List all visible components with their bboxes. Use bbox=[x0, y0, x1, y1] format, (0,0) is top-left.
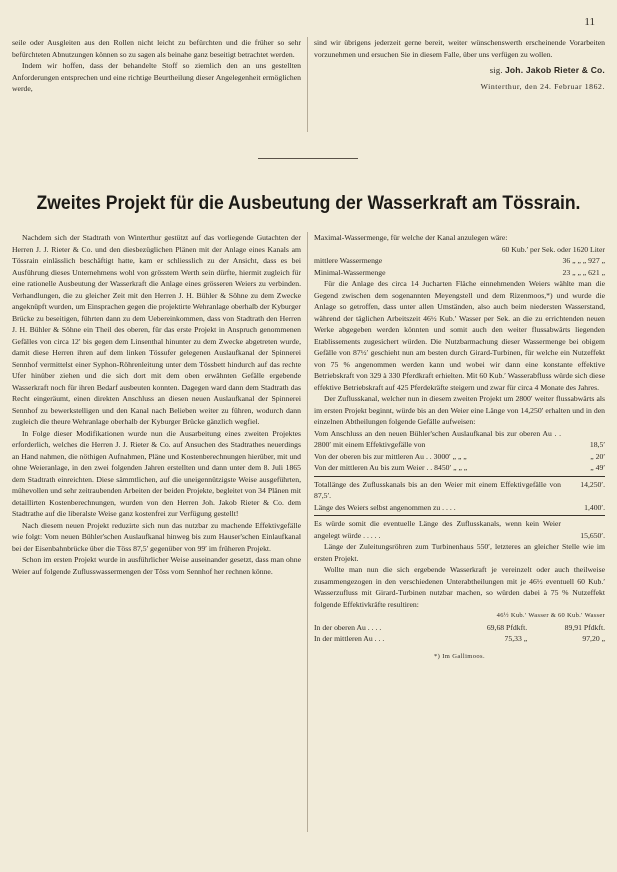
left-column bbox=[12, 232, 301, 577]
column-divider bbox=[307, 232, 308, 832]
row-label: Vom Anschluss an den neuen Bühler'schen Auslaufkanal bis zur oberen Au . . 2800′ mit einem Effektivgefälle von bbox=[314, 428, 561, 449]
row-value: 75,33 „ bbox=[504, 634, 528, 643]
table-row bbox=[314, 633, 605, 645]
row-label: Von der oberen bis zur mittleren Au . . 3000′ „ „ „ bbox=[314, 451, 467, 461]
paragraph: Für die Anlage des circa 14 Jucharten Fläche einnehmenden Weiers wählte man die Gegend zwischen dem sogenannten Meyengstell und dem Rizenmoos,*) und wurde die Anlage so getroffen, dass unter allen Umständen, also auch beim niedersten Wasserstand, während der täglichen Arbeitszeit 46½ Kub.′ Wasser per Sek. an die zu errichtenden neuen Werke abgegeben werden könnten und somit auch den weiter flussabwärts liegenden Etablissements zugesichert würden. Die Nutzbarmachung dieser Wassermenge bei obigem Gefälle von 87½′ geschieht nun am besten durch Girard-Turbinen, für welche ein Nutzeffekt von 75 % angenommen werden kann und wobei wir dann eine konstante effektive Betriebskraft von 329 à 330 Pferdkraft erhielten. Mit 60 Kub.′ Wasserabfluss würde sich diese effektive Betriebskraft auf 425 Pferdekräfte steigern und zwar für circa 4 Monate des Jahres. bbox=[314, 279, 605, 392]
table-row bbox=[314, 428, 605, 451]
table-row bbox=[314, 267, 605, 279]
paragraph: Wollte man nun die sich ergebende Wasserkraft je vereinzelt oder auch theilweise zusammengezogen in den verschiedenen Unterabtheilungen mit je 46½ eventuell 60 Kub.′ Wasserzufluss mit Girard-Turbinen nutzbar machen, so würden dabei à 75 % Nutzeffekt folgende Effektivkräfte resultiren: bbox=[314, 565, 605, 609]
row-value: 23 „ „ „ 621 „ bbox=[562, 267, 605, 277]
top-right-column bbox=[314, 37, 605, 92]
signature-name: Joh. Jakob Rieter & Co. bbox=[504, 65, 605, 75]
paragraph: Nach diesem neuen Projekt reduzirte sich nun das nutzbar zu machende Effektivgefälle wie folgt: Vom neuen Bühler'schen Auslaufkanal hinweg bis zum Hauser'schen Einlaufkanal bei der Eisenbahnbrücke über die Töss 87,5′ gegenüber von 99′ im früheren Projekt. bbox=[12, 520, 301, 553]
row-value: 36 „ „ „ 927 „ bbox=[562, 256, 605, 265]
paragraph: Der Zuflusskanal, welcher nun in diesem zweiten Projekt um 2800′ weiter flussabwärts als im ersten Projekt beginnt, würde bis an den Weier eine Länge von 14,250′ erhalten und in den einzelnen Abtheilungen folgende Gefälle aufweisen: bbox=[314, 394, 605, 426]
table-row bbox=[314, 518, 605, 541]
row-value: „ 49′ bbox=[590, 463, 605, 472]
row-label: Totallänge des Zuflusskanals bis an den Weier mit einem Effektivgefälle von 87,5′. bbox=[314, 479, 561, 500]
row-value: 1,400′. bbox=[584, 502, 605, 512]
table-row bbox=[314, 462, 605, 474]
row-value: 14,250′. bbox=[580, 479, 605, 489]
row-label bbox=[314, 244, 433, 256]
section-divider bbox=[258, 158, 358, 159]
column-divider bbox=[307, 37, 308, 132]
row-value: 69,68 Pfdkft. bbox=[486, 622, 528, 632]
row-value: 97,20 „ bbox=[582, 634, 605, 643]
footnote: *) Im Gallimoos. bbox=[434, 652, 485, 660]
water-table bbox=[314, 244, 605, 279]
row-value: 60 Kub.′ per Sek. oder 1620 Liter bbox=[501, 244, 605, 254]
section-title: Zweites Projekt für die Ausbeutung der Wasserkraft am Tössrain. bbox=[36, 192, 581, 214]
table-row bbox=[314, 502, 605, 514]
row-value: 89,91 Pfdkft. bbox=[564, 622, 605, 632]
paragraph: Länge der Zuleitungsröhren zum Turbinenhaus 550′, letzteres an gleicher Stelle wie im ersten Projekt. bbox=[314, 542, 605, 563]
table-row bbox=[314, 255, 605, 267]
power-table bbox=[314, 622, 605, 645]
row-value: „ 20′ bbox=[590, 451, 605, 461]
paragraph: In Folge dieser Modifikationen wurde nun die Ausarbeitung eines zweiten Projektes erforderlich, welches die Herren J. J. Rieter & Co. auf Ansuchen des Stadtrathes neuerdings an Hand nahmen, die nöthigen Aufnahmen, Pläne und Kostenberechnungen hierüber, mit und ohne Weieranlage, in den zwei folgenden Jahren erstellten und dann unter dem 8. Juli 1865 dem Stadtrath einreichten. Diese sämmtlichen, auf die uneigennützigste Weise ausgeführten, mühevollen und sehr zeitraubenden Arbeiten der beiden Projekte, begleitet von 34 Plänen mit detaillirten Kostenberechnungen, wurden von den Herren Joh. Jakob Rieter & Co. dem Stadtrathe auf die liberalste Weise ganz kostenfrei zur Verfügung gestellt! bbox=[12, 428, 301, 518]
row-label: In der mittleren Au . . . bbox=[314, 634, 385, 643]
rule bbox=[314, 476, 605, 477]
signature-prefix: sig. bbox=[489, 65, 503, 75]
totals-table bbox=[314, 479, 605, 514]
page-number: 11 bbox=[584, 16, 595, 28]
water-intro: Maximal-Wassermenge, für welche der Kanal anzulegen wäre: bbox=[314, 233, 508, 242]
row-label: Länge des Weiers selbst angenommen zu . . . . bbox=[314, 502, 456, 512]
row-label: mittlere Wassermenge bbox=[314, 256, 383, 265]
place-date: Winterthur, den 24. Februar 1862. bbox=[480, 81, 605, 91]
top-left-column bbox=[12, 37, 301, 95]
paragraph: sind wir übrigens jederzeit gerne bereit, weiter wünschenswerth erscheinende Vorarbeiten vorzunehmen und ersuchen Sie in diesem Falle, über uns verfügen zu wollen. bbox=[314, 38, 605, 59]
power-table-header: 46½ Kub.′ Wasser & 60 Kub.′ Wasser bbox=[496, 612, 605, 619]
canal-table bbox=[314, 428, 605, 474]
row-label: Es würde somit die eventuelle Länge des Zuflusskanals, wenn kein Weier angelegt würde . . . . . bbox=[314, 519, 561, 540]
table-row bbox=[314, 479, 605, 502]
right-column bbox=[314, 232, 605, 662]
totals-table-2 bbox=[314, 518, 605, 541]
table-row bbox=[314, 451, 605, 463]
paragraph: Schon im ersten Projekt wurde in ausführlicher Weise auseinander gesetzt, dass man ohne Weier auf folgende Zuflusswassermengen der Töss vom Sennhof her rechnen könne. bbox=[12, 555, 301, 576]
row-value: 15,650′. bbox=[580, 530, 605, 540]
paragraph: Nachdem sich der Stadtrath von Winterthur gestützt auf das vorliegende Gutachten der Herren J. J. Rieter & Co. und den diesbezüglichen Plänen mit der Anlage eines Kanals am Tössrain einlässlich beschäftigt hatte, kam er schliesslich zu der Ansicht, dass es bei Ausführung dieses Unternehmens wohl von grösstem Werth sein dürfte, hiermit zugleich für eine rationelle Ausbeutung der Wasserkraft die Anlage eines grösseren Weiers zu verbinden. Verhandlungen, die zu gleicher Zeit mit den Herren J. H. Bühler & Söhne zu dem Zwecke angeknüpft wurden, um Einsprachen gegen die projektirte Wehranlage oberhalb der Kyburger Brücke zu beseitigen, führten dann zu dem Uebereinkommen, dass von Stadtrath den Herren J. H. Bühler & Söhne ein Theil des oberen, für das erste Projekt in Anspruch genommenen Gefälles von circa 12′ bis gegen dem Linsenthal hinunter zu dem Zwecke abgetreten wurde, damit diese Herren ihren auf dem linken Tössufer gelegenen Auslaufkanal der Spinnerei Sennhof vermittelst einer Syphon-Röhrenleitung unter dem Tössbett hindurch auf das rechte Ufer hinüber ziehen und die sich dort mit dem oben erwähnten Gefälle ergebende Wasserkraft noch für ihren Bedarf ausbeuten konnten. Dagegen ward dann dem Stadtrath das Recht eingeräumt, einen direkten Anschluss an diesen neuen Auslaufkanal der Spinnerei Sennhof zu bewerkstelligen und den Kanal nach Belieben weiter zu führen, wodurch dann zugleich die theure Wehranlage oberhalb der Kyburger Brücke gänzlich wegfiel. bbox=[12, 233, 301, 426]
paragraph: Indem wir hoffen, dass der behandelte Stoff so ziemlich den an uns gestellten Anforderungen entsprechen und eine richtige Beurtheilung dieser Angelegenheit ermöglichen werde, bbox=[12, 61, 301, 93]
row-label: Minimal-Wassermenge bbox=[314, 267, 386, 277]
paragraph: seile oder Ausgleiten aus den Rollen nicht leicht zu befürchten und die früher so sehr befürchteten Abnutzungen können so zu sagen als beinahe ganz beseitigt betrachtet werden. bbox=[12, 38, 301, 59]
row-label: In der oberen Au . . . . bbox=[314, 622, 382, 632]
table-row bbox=[314, 244, 605, 256]
row-label: Von der mittleren Au bis zum Weier . . 8450′ „ „ „ bbox=[314, 463, 468, 472]
table-row bbox=[314, 622, 605, 634]
rule bbox=[314, 515, 605, 516]
signature bbox=[314, 65, 605, 77]
row-value: 18,5′ bbox=[589, 440, 605, 449]
